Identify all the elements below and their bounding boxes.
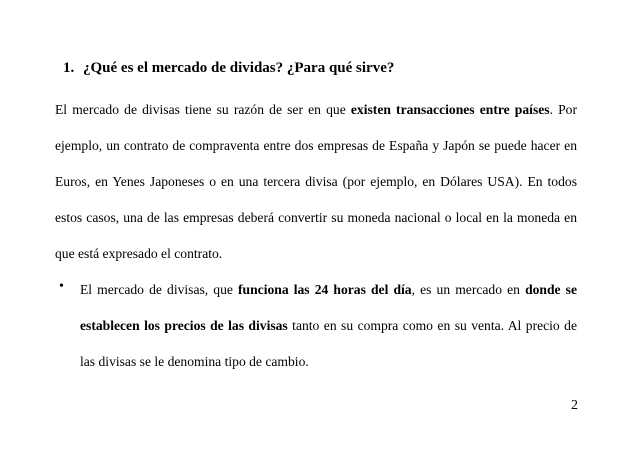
- bullet-item: [55, 272, 577, 380]
- bullet-text-part1: El mercado de divisas, que: [80, 282, 239, 297]
- section-heading: [63, 60, 394, 77]
- bullet-emphasis-hours: funciona las 24 horas del día: [238, 282, 412, 297]
- bullet-text: [80, 272, 577, 380]
- paragraph-text-continued: . Por ejemplo, un contrato de compraventa entre dos empresas de España y Japón se puede hacer en Euros, en Yenes Japoneses o en una tercera divisa (por ejemplo, en Dólares USA). En todos estos casos, una de las empresas deberá convertir su moneda nacional o local en la moneda en que está expresado el contrato.: [55, 102, 577, 261]
- page-number: 2: [571, 398, 578, 413]
- paragraph-emphasis: existen transacciones entre países: [350, 102, 550, 117]
- bullet-text-part3: tanto en su compra como en su venta. Al precio de las divisas se le denomina tipo de cambio.: [80, 318, 577, 369]
- intro-paragraph: [55, 92, 577, 272]
- section-number: 1.: [63, 60, 75, 76]
- paragraph-text: El mercado de divisas tiene su razón de ser en que: [55, 102, 351, 117]
- bullet-emphasis-prices: donde se establecen los precios de las divisas: [80, 282, 578, 333]
- bullet-marker: •: [59, 279, 64, 294]
- bullet-text-part2: , es un mercado en: [411, 282, 526, 297]
- section-title: ¿Qué es el mercado de dividas? ¿Para qué sirve?: [83, 60, 395, 76]
